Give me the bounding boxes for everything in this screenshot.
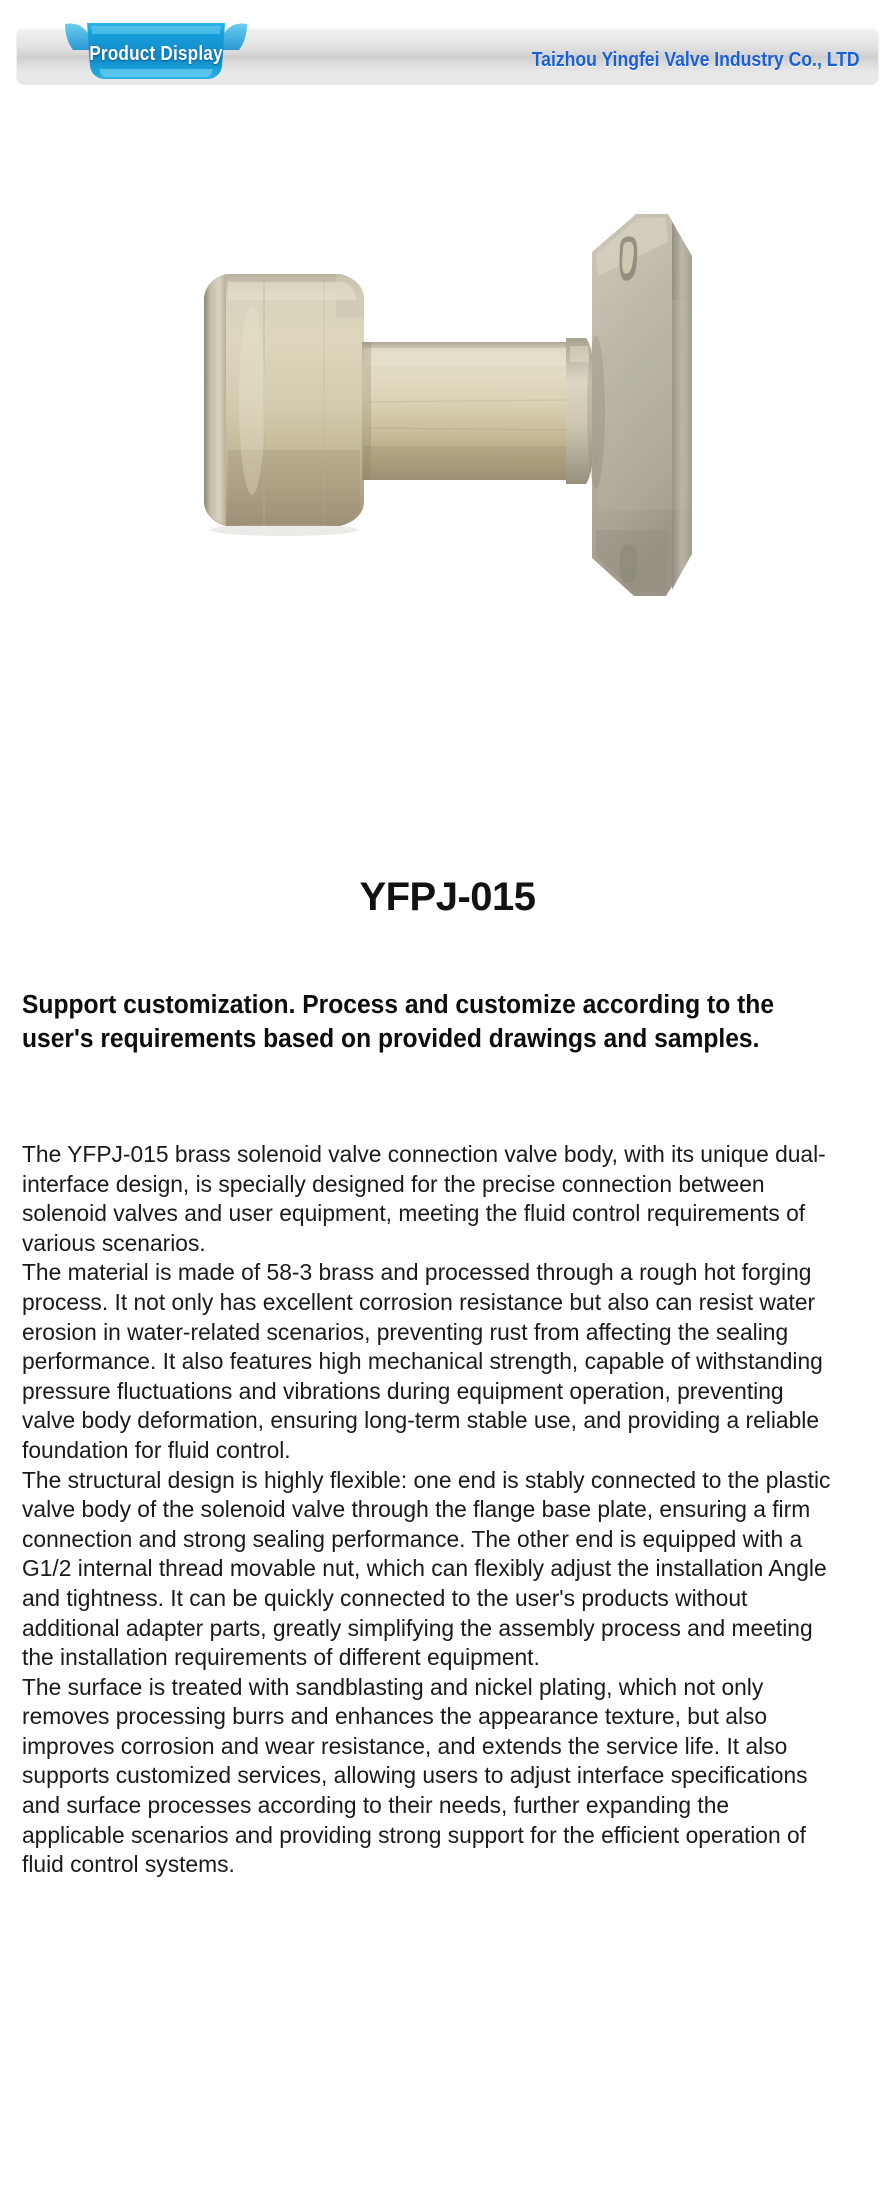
header-banner [17,20,878,86]
product-photo [0,150,895,650]
description-paragraph: The YFPJ-015 brass solenoid valve connection valve body, with its unique dual-interface design, is specially designed for the precise connection between solenoid valves and user equipment, meeting the fluid control requirements of various scenarios. [22,1141,826,1256]
description-paragraph: The material is made of 58-3 brass and processed through a rough hot forging process. It not only has excellent corrosion resistance but also can resist water erosion in water-related scenarios, preventing rust from affecting the sealing performance. It also features high mechanical strength, capable of withstanding pressure fluctuations and vibrations during equipment operation, preventing valve body deformation, ensuring long-term stable use, and providing a reliable foundation for fluid control. [22,1259,823,1463]
page-title: YFPJ-015 [359,875,536,919]
tab-label: Product Display [89,42,223,65]
customization-subtitle: Support customization. Process and customize according to the user's requirements based on provided drawings and samples. [22,991,775,1053]
product-display-tab[interactable] [65,20,247,82]
valve-fitting-image [168,150,728,650]
company-name: Taizhou Yingfei Valve Industry Co., LTD [532,49,860,71]
description-paragraph: The surface is treated with sandblasting and nickel plating, which not only removes processing burrs and enhances the appearance texture, but also improves corrosion and wear resistance, and extends the service life. It also supports customized services, allowing users to adjust interface specifications and surface processes according to their needs, further expanding the applicable scenarios and providing strong support for the efficient operation of fluid control systems. [22,1673,808,1878]
product-description [22,1140,833,1880]
description-paragraph: The structural design is highly flexible: one end is stably connected to the plastic valve body of the solenoid valve through the flange base plate, ensuring a firm connection and strong sealing performance. The other end is equipped with a G1/2 internal thread movable nut, which can flexibly adjust the installation Angle and tightness. It can be quickly connected to the user's products without additional adapter parts, greatly simplifying the assembly process and meeting the installation requirements of different equipment. [22,1466,831,1671]
